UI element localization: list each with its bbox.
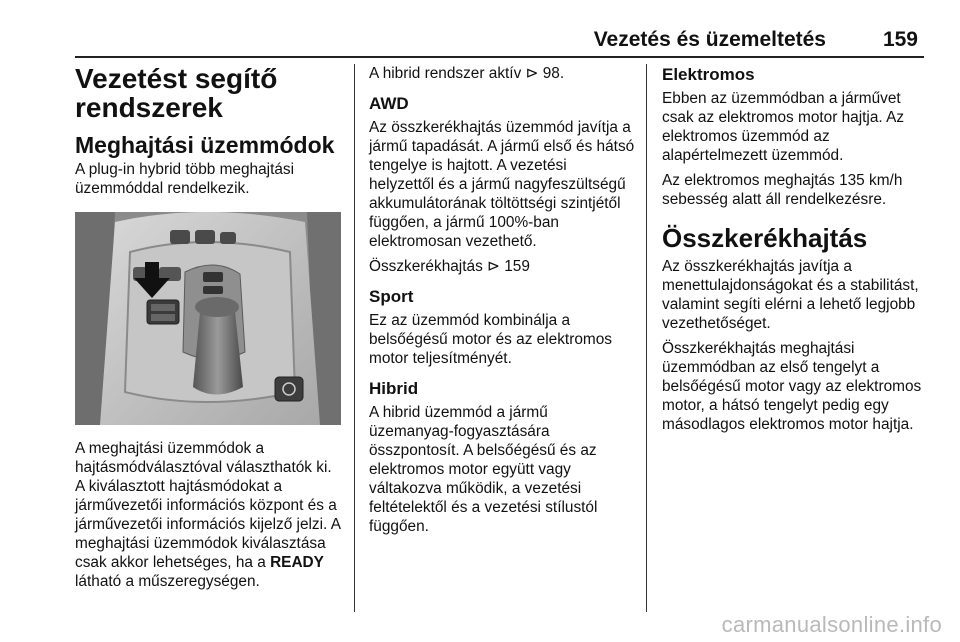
main-title-line-2: rendszerek [75,92,223,123]
column-3 [662,64,928,440]
main-title [75,64,341,122]
intro-paragraph: A plug-in hybrid több meghajtási üzemmóddal rendelkezik. [75,161,295,197]
main-title-line-1: Vezetést segítő [75,63,278,94]
section-title-all-wheel-drive: Összkerékhajtás [662,223,868,253]
subtitle-hibrid: Hibrid [369,379,419,398]
column-2 [369,64,635,542]
page-number: 159 [882,28,918,51]
drive-mode-selector-photo [75,212,341,425]
drive-mode-selector-illustration [75,212,341,425]
hibrid-description: A hibrid üzemmód a jármű üzemanyag-fogyasztására összpontosít. A belsőégésű és az elektromos motor együtt vagy váltakozva működik, a vezetési feltételektől és a vezetési stílustól függően. [369,404,598,535]
drive-mode-description [75,439,341,591]
description-text-1: A meghajtási üzemmódok a hajtásmódválasztóval választhatók ki. A kiválasztott hajtásmódokat a járművezetői információs központ és a járművezetői információs kijelző jelzi. A meghajtási üzemmódok kiválasztása csak akkor lehetséges, ha a [75,440,341,571]
column-1 [75,64,341,597]
awd-reference: Összkerékhajtás ⊳ 159 [369,258,530,275]
subtitle-awd: AWD [369,94,409,113]
ready-indicator-label: READY [270,554,324,571]
awd-description: Az összkerékhajtás üzemmód javítja a jármű tapadását. A jármű első és hátsó tengelye is hajtott. A vezetési helyzettől és a jármű nagyfeszültségű akkumulátorának töltöttségi szintjétől függően, a jármű 100%-ban elektromosan vezethető. [369,119,635,250]
awd-section-text-1: Az összkerékhajtás javítja a menettulajdonságokat és a stabilitást, valamint segíti elérni a lehető legjobb vezethetőséget. [662,258,919,332]
watermark: carmanualsonline.info [721,612,942,637]
section-title-drive-modes: Meghajtási üzemmódok [75,132,335,158]
awd-section-text-2: Összkerékhajtás meghajtási üzemmódban az első tengelyt a belsőégésű motor vagy az elektromos motor, a hátsó tengelyt pedig egy másodlagos elektromos motor hajtja. [662,340,922,433]
subtitle-elektromos: Elektromos [662,65,755,84]
elektromos-description-1: Ebben az üzemmódban a járművet csak az elektromos motor hajtja. Az elektromos üzemmód az alapértelmezett üzemmód. [662,90,905,164]
subtitle-sport: Sport [369,287,414,306]
page-header [75,24,924,58]
column-divider-2 [646,64,647,612]
hybrid-system-reference: A hibrid rendszer aktív ⊳ 98. [369,65,565,82]
header-title: Vezetés és üzemeltetés [593,28,826,51]
elektromos-description-2: Az elektromos meghajtás 135 km/h sebesség alatt áll rendelkezésre. [662,172,903,208]
description-text-2: látható a műszeregységen. [75,573,260,590]
sport-description: Ez az üzemmód kombinálja a belsőégésű motor és az elektromos motor teljesítményét. [369,312,612,367]
column-divider-1 [354,64,355,612]
